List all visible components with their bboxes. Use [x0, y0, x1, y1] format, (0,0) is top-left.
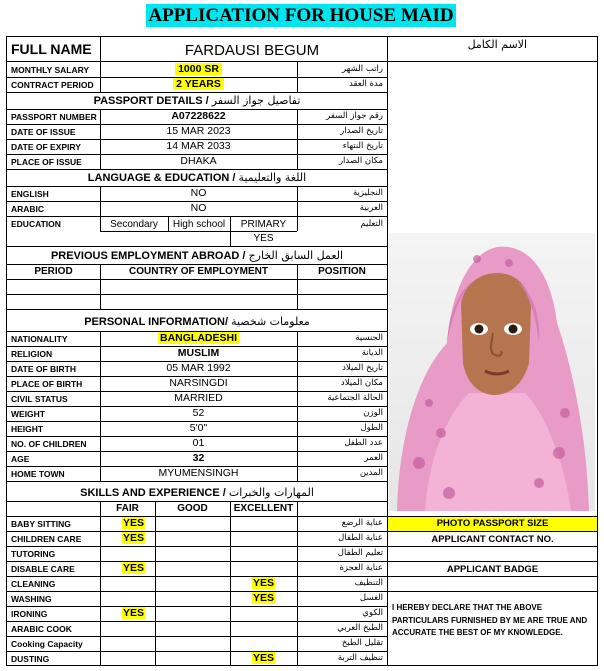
skill-excellent-cell	[230, 593, 297, 604]
personal-row-label: HEIGHT	[11, 424, 44, 434]
passport-row-label: DATE OF ISSUE	[11, 127, 76, 137]
english-arabic: النجليزية	[353, 188, 383, 198]
skill-excellent-cell	[230, 653, 297, 664]
full-name-value: FARDAUSI BEGUM	[184, 42, 320, 59]
personal-row-value: MUSLIM	[177, 347, 220, 359]
applicant-contact-label: APPLICANT CONTACT NO.	[431, 534, 554, 545]
personal-row-value: NARSINGDI	[169, 377, 228, 389]
personal-row-label: HOME TOWN	[11, 469, 65, 479]
skill-row-arabic: الطبخ العربي	[337, 623, 383, 633]
application-form	[6, 36, 598, 666]
personal-section-arabic: معلومات شخصية	[231, 315, 310, 328]
personal-row-arabic: مكان الميلاد	[340, 378, 383, 388]
passport-row-value: 15 MAR 2023	[166, 125, 231, 137]
skill-fair-cell	[100, 563, 155, 574]
passport-row-arabic: تاريخ الصدار	[340, 126, 383, 136]
skill-fair-mark: YES	[123, 517, 145, 529]
passport-row-value: A07228622	[171, 110, 226, 122]
skill-row-arabic: تنظيف التربة	[337, 653, 383, 663]
personal-row-arabic: المدين	[359, 468, 383, 478]
skill-row-arabic: الكوي	[362, 608, 383, 618]
skill-row-label: WASHING	[11, 594, 52, 604]
passport-section-arabic: تفاصيل جواز السفر	[211, 94, 301, 107]
personal-row-value: MYUMENSINGH	[158, 467, 239, 479]
skill-row-arabic: تعليم الطفال	[337, 548, 383, 558]
personal-row-value-cell	[100, 438, 297, 449]
applicant-photo	[389, 233, 595, 511]
education-primary: PRIMARY	[240, 219, 287, 230]
skill-row-arabic: التنظيف	[354, 578, 383, 588]
language-section-arabic: اللغة والتعليمية	[238, 171, 307, 184]
skill-row-label: CLEANING	[11, 579, 56, 589]
skill-row-label: BABY SITTING	[11, 519, 71, 529]
personal-row-label: PLACE OF BIRTH	[11, 379, 83, 389]
skill-row-label: DUSTING	[11, 654, 50, 664]
personal-row-arabic: عدد الطفل	[344, 438, 383, 448]
employment-section-arabic: العمل السابق الخارج	[248, 249, 344, 262]
arabic-value: NO	[190, 202, 207, 214]
contract-period-label: CONTRACT PERIOD	[11, 80, 94, 90]
skill-row-arabic: تقليل الطبخ	[341, 638, 383, 648]
passport-row-label: PLACE OF ISSUE	[11, 157, 82, 167]
skill-row-arabic: عناية الرضع	[341, 518, 383, 528]
page-title: APPLICATION FOR HOUSE MAID	[146, 4, 456, 27]
passport-row-arabic: مكان الصدار	[338, 156, 383, 166]
contract-period-value: 2 YEARS	[173, 78, 224, 90]
personal-row-arabic: الوزن	[363, 408, 383, 418]
arabic-arabic: العربية	[359, 203, 383, 213]
personal-row-value-cell	[100, 468, 297, 479]
personal-row-label: WEIGHT	[11, 409, 45, 419]
personal-row-value-cell	[100, 453, 297, 464]
passport-section-title: PASSPORT DETAILS /	[93, 95, 209, 107]
skill-row-label: IRONING	[11, 609, 48, 619]
applicant-badge-label: APPLICANT BADGE	[446, 564, 539, 575]
personal-row-value: BANGLADESHI	[159, 332, 237, 344]
passport-row-arabic: تاريخ النتهاء	[342, 141, 383, 151]
employment-section-title: PREVIOUS EMPLOYMENT ABROAD /	[50, 250, 246, 262]
english-label: ENGLISH	[11, 189, 49, 199]
personal-row-value: 5'0"	[189, 422, 208, 434]
personal-row-arabic: العمر	[364, 453, 383, 463]
skill-fair-cell	[100, 608, 155, 619]
personal-row-arabic: الديانة	[361, 348, 383, 358]
personal-row-value-cell	[100, 378, 297, 389]
applicant-photo-illustration	[389, 233, 595, 511]
education-primary-mark: YES	[253, 233, 274, 244]
personal-row-label: NO. OF CHILDREN	[11, 439, 87, 449]
passport-row-label: PASSPORT NUMBER	[11, 112, 97, 122]
personal-row-value-cell	[100, 333, 297, 344]
english-value: NO	[190, 187, 207, 199]
skill-fair-mark: YES	[123, 562, 145, 574]
education-label: EDUCATION	[11, 219, 61, 229]
personal-row-value-cell	[100, 363, 297, 374]
skill-excellent-mark: YES	[252, 592, 274, 604]
full-name-label: FULL NAME	[11, 41, 92, 57]
skills-section-title: SKILLS AND EXPERIENCE /	[80, 487, 226, 499]
passport-row-arabic: رقم جواز السفر	[326, 111, 383, 121]
monthly-salary-arabic: راتب الشهر	[341, 64, 383, 74]
skill-excellent-mark: YES	[252, 577, 274, 589]
arabic-label: ARABIC	[11, 204, 45, 214]
employment-col-position: POSITION	[318, 266, 366, 277]
personal-row-value-cell	[100, 423, 297, 434]
monthly-salary-label: MONTHLY SALARY	[11, 65, 90, 75]
personal-row-value: 52	[192, 407, 205, 419]
personal-row-label: DATE OF BIRTH	[11, 364, 77, 374]
skill-row-arabic: عناية العجزة	[339, 563, 383, 573]
skills-col-excellent: EXCELLENT	[233, 503, 294, 514]
personal-row-value-cell	[100, 393, 297, 404]
personal-row-value-cell	[100, 408, 297, 419]
photo-passport-size-label: PHOTO PASSPORT SIZE	[388, 517, 597, 531]
personal-row-arabic: تاريخ الميلاد	[342, 363, 383, 373]
passport-row-value: DHAKA	[180, 155, 217, 167]
skill-excellent-cell	[230, 578, 297, 589]
personal-row-value: 05 MAR 1992	[166, 362, 231, 374]
personal-row-label: RELIGION	[11, 349, 53, 359]
personal-row-value: 32	[192, 452, 205, 464]
skill-row-label: ARABIC COOK	[11, 624, 72, 634]
skill-row-arabic: عناية الطفال	[338, 533, 383, 543]
skill-fair-mark: YES	[123, 607, 145, 619]
skill-fair-mark: YES	[123, 532, 145, 544]
contract-period-arabic: مدة العقد	[349, 79, 383, 89]
personal-row-value: 01	[192, 437, 205, 449]
skill-row-label: DISABLE CARE	[11, 564, 75, 574]
skills-section-arabic: المهارات والخبرات	[228, 486, 314, 499]
skill-row-label: TUTORING	[11, 549, 56, 559]
employment-col-period: PERIOD	[34, 266, 73, 277]
declaration-text: I HEREBY DECLARE THAT THE ABOVE PARTICULARS FURNISHED BY ME ARE TRUE AND ACCURATE THE BEST OF MY KNOWLEDGE.	[392, 603, 588, 637]
education-arabic: التعليم	[360, 219, 383, 229]
personal-row-label: CIVIL STATUS	[11, 394, 68, 404]
language-section-title: LANGUAGE & EDUCATION /	[87, 172, 236, 184]
personal-row-value-cell	[100, 348, 297, 359]
personal-row-label: NATIONALITY	[11, 334, 68, 344]
employment-col-country: COUNTRY OF EMPLOYMENT	[129, 266, 268, 277]
monthly-salary-value: 1000 SR	[175, 63, 222, 75]
personal-row-arabic: الجنسية	[355, 333, 383, 343]
personal-row-label: AGE	[11, 454, 30, 464]
passport-row-label: DATE OF EXPIRY	[11, 142, 81, 152]
skill-row-label: Cooking Capacity	[11, 639, 83, 649]
education-secondary: Secondary	[110, 219, 158, 230]
full-name-arabic: الاسم الكامل	[467, 38, 527, 51]
skills-col-good: GOOD	[177, 503, 208, 514]
skill-fair-cell	[100, 518, 155, 529]
skill-row-label: CHILDREN CARE	[11, 534, 82, 544]
education-high-school: High school	[172, 219, 226, 230]
personal-row-arabic: الحالة الجتماعية	[327, 393, 383, 403]
personal-section-title: PERSONAL INFORMATION/	[84, 316, 229, 328]
skill-excellent-mark: YES	[252, 652, 274, 664]
skill-row-arabic: الغسل	[359, 593, 383, 603]
skill-fair-cell	[100, 533, 155, 544]
skills-col-fair: FAIR	[116, 503, 139, 514]
personal-row-arabic: الطول	[360, 423, 383, 433]
passport-row-value: 14 MAR 2033	[166, 140, 231, 152]
personal-row-value: MARRIED	[174, 392, 223, 404]
